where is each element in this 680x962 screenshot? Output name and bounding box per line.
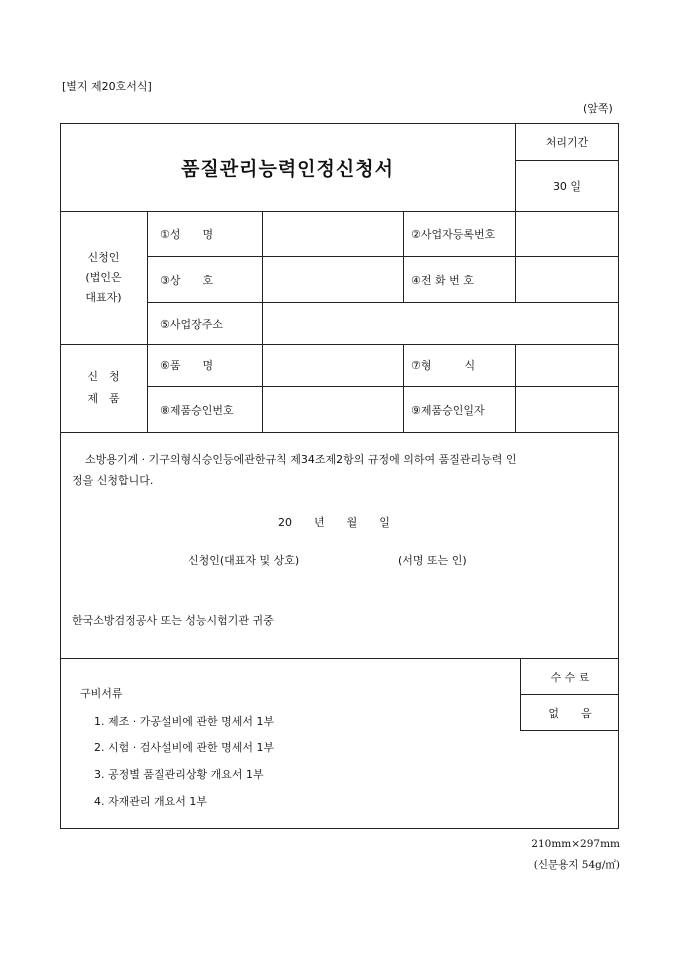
product-name-field[interactable]: [263, 345, 402, 386]
name-label: ①성 명: [160, 227, 214, 241]
product-name-label: ⑥품 명: [160, 359, 214, 372]
application-date: 20 년 월 일: [278, 516, 390, 529]
applicant-group-label: 신청인 (법인은 대표자): [85, 250, 122, 304]
signature-note: (서명 또는 인): [398, 554, 467, 567]
paper-type: (신문용지 54g/㎡): [533, 859, 620, 871]
name-field[interactable]: [263, 212, 402, 256]
fee-label: 수 수 료: [550, 670, 590, 684]
processing-period-value: 30 일: [552, 180, 582, 193]
phone-field[interactable]: [516, 257, 618, 302]
paper-size: 210mm×297mm: [531, 838, 620, 850]
document-item: 4. 자재관리 개요서 1부: [94, 795, 207, 808]
page-side-label: (앞쪽): [583, 102, 613, 115]
documents-heading: 구비서류: [80, 687, 123, 700]
business-reg-field[interactable]: [516, 212, 618, 256]
statement-line-1: 소방용기계 · 기구의형식승인등에관한규칙 제34조제2항의 규정에 의하여 품질관리능력 인: [85, 453, 517, 466]
document-item: 2. 시험 · 검사설비에 관한 명세서 1부: [94, 741, 275, 754]
approval-date-field[interactable]: [516, 387, 618, 432]
form-title: 품질관리능력인정신청서: [181, 157, 394, 180]
fee-value: 없 음: [548, 706, 592, 720]
model-field[interactable]: [516, 345, 618, 386]
approval-number-label: ⑧제품승인번호: [160, 403, 234, 417]
processing-period-label: 처리기간: [545, 135, 589, 149]
trade-name-label: ③상 호: [160, 273, 214, 287]
document-item: 3. 공정별 품질관리상황 개요서 1부: [94, 768, 264, 781]
form-number: [별지 제20호서식]: [62, 80, 152, 93]
phone-label: ④전 화 번 호: [411, 273, 474, 287]
address-label: ⑤사업장주소: [160, 317, 223, 331]
statement-line-2: 정을 신청합니다.: [72, 474, 154, 487]
address-field[interactable]: [263, 303, 618, 344]
document-item: 1. 제조 · 가공설비에 관한 명세서 1부: [94, 715, 275, 728]
product-group-label: 신 청 제 품: [87, 370, 120, 405]
model-label: ⑦형 식: [411, 359, 476, 372]
approval-date-label: ⑨제품승인일자: [411, 403, 485, 417]
trade-name-field[interactable]: [263, 257, 402, 302]
addressee: 한국소방검정공사 또는 성능시험기관 귀중: [72, 614, 274, 627]
signature-label: 신청인(대표자 및 상호): [188, 554, 300, 567]
business-reg-label: ②사업자등록번호: [411, 227, 496, 241]
approval-number-field[interactable]: [263, 387, 402, 432]
